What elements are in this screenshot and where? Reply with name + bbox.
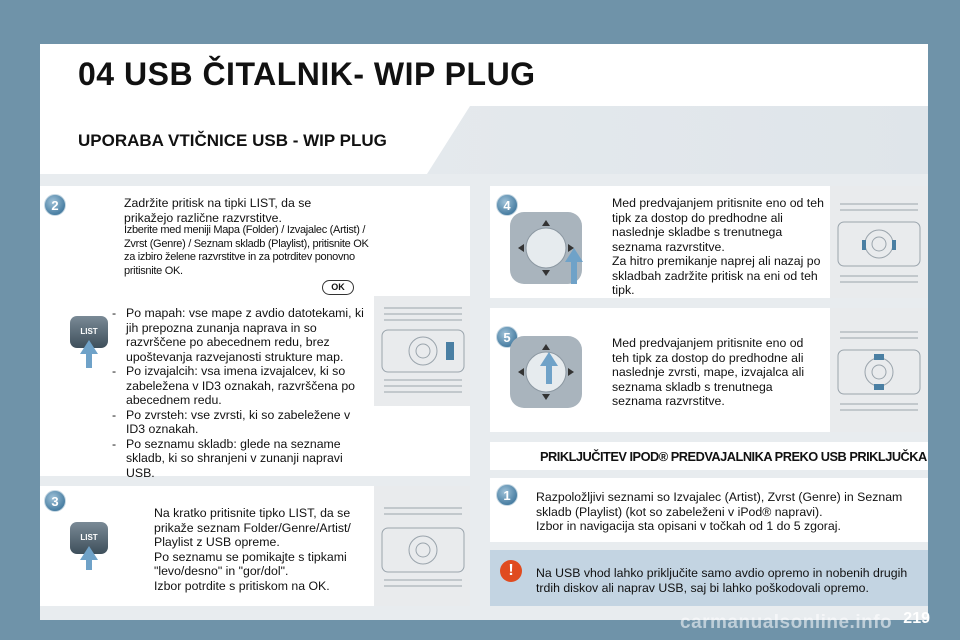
step-3-badge: 3 [44,490,66,512]
step-2-badge: 2 [44,194,66,216]
page-number: 219 [903,610,930,627]
bullet-genres: - Po zvrsteh: vse zvrsti, ki so zabeležene v ID3 oznakah. [110,408,368,437]
watermark: carmanualsonline.info [680,612,893,633]
press-arrow-icon-3 [565,248,583,262]
step-2-bullet-list [110,306,368,480]
step-2-instructions: Izberite med meniji Mapa (Folder) / Izvajalec (Artist) / Zvrst (Genre) / Seznam skladb (Playlist), pritisnite OK za izbiro želene razvrstitve in za potrditev ponovno pritisnite OK. [124,224,369,277]
press-arrow-icon-4 [540,352,558,366]
step-3-text: Na kratko pritisnite tipko LIST, da se prikaže seznam Folder/Genre/Artist/ Playlist z USB opreme. Po seznamu se pomikajte s tipkami "levo/desno" in "gor/dol". Izbor potrdite s pritiskom na OK. [154,506,351,593]
press-arrow-stem-4 [546,366,552,384]
warning-icon: ! [500,560,522,582]
radio-panel-icon-4 [836,324,922,418]
step-5-badge: 5 [496,326,518,348]
step-4-text: Med predvajanjem pritisnite eno od teh tipk za dostop do predhodne ali naslednje skladbe s trenutnega seznama razvrstitve. Za hitro premikanje naprej ali nazaj po skladbah zadržite pritisk na eni od teh tipk. [612,196,824,297]
radio-panel-icon-3 [836,196,922,290]
step-5-text: Med predvajanjem pritisnite eno od teh tipk za dostop do predhodne ali naslednje zvrsti, mape, izvajalca ali seznama skladb s trenutnega seznama razvrstitve. [612,336,805,408]
list-button-icon: LIST [70,316,108,348]
radio-panel-icon-2 [380,500,466,600]
ok-button-icon: OK [322,280,354,295]
step-1-badge: 1 [496,484,518,506]
ipod-section-heading: PRIKLJUČITEV IPOD® PREDVAJALNIKA PREKO USB PRIKLJUČKA [540,449,927,464]
press-arrow-stem-2 [86,560,92,570]
warning-text: Na USB vhod lahko priključite samo avdio opremo in nobenih drugih trdih diskov ali naprav USB, saj bi lahko poškodovali opremo. [536,566,908,595]
bullet-folders: - Po mapah: vse mape z avdio datotekami, ki jih prepozna zunanja naprava in so razvrščene po abecednem redu, brez upoštevanja razvejanosti strukture map. [110,306,368,364]
step-2-intro: Zadržite pritisk na tipki LIST, da se prikažejo različne razvrstitve. [124,196,312,225]
page-title: 04 USB ČITALNIK- WIP PLUG [78,56,536,92]
press-arrow-stem [86,354,92,368]
bullet-artists: - Po izvajalcih: vsa imena izvajalcev, ki so zabeležena v ID3 oznakah, razvrščena po abecednem redu. [110,364,368,408]
bullet-playlists: - Po seznamu skladb: glede na sezname skladb, ki so shranjeni v zunanji napravi USB. [110,437,368,481]
list-button-icon-2: LIST [70,522,108,554]
radio-panel-icon [380,300,466,400]
step-1-text: Razpoložljivi seznami so Izvajalec (Artist), Zvrst (Genre) in Seznam skladb (Playlist) (kot so zabeleženi v iPod® napravi). Izbor in navigacija sta opisani v točkah od 1 do 5 zgoraj. [536,490,903,533]
press-arrow-icon-2 [80,546,98,560]
press-arrow-icon [80,340,98,354]
step-4-badge: 4 [496,194,518,216]
press-arrow-stem-3 [571,262,577,284]
section-subtitle: UPORABA VTIČNICE USB - WIP PLUG [78,131,387,150]
